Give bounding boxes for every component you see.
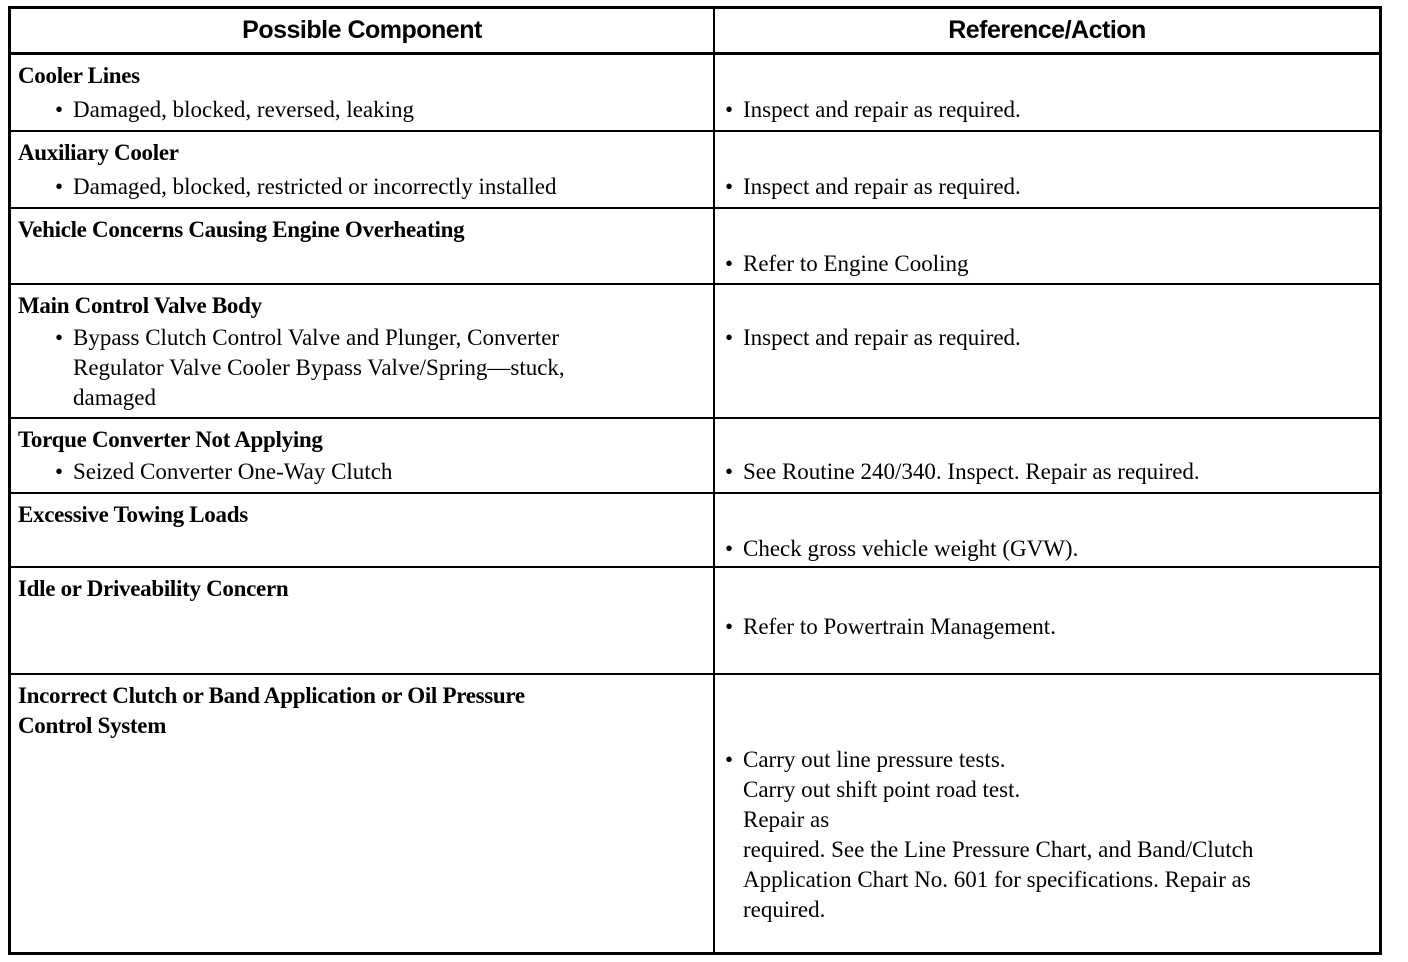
component-title: Auxiliary Cooler <box>18 140 179 165</box>
table-row <box>11 132 1379 209</box>
action-text: • See Routine 240/340. Inspect. Repair as required. <box>725 457 1200 487</box>
bullet-icon: • <box>55 174 64 199</box>
table-row <box>11 55 1379 132</box>
component-detail: • Seized Converter One-Way Clutch <box>55 457 392 487</box>
component-title: Cooler Lines <box>18 63 140 88</box>
component-detail: • Bypass Clutch Control Valve and Plunger, Converter Regulator Valve Cooler Bypass Valve/Spring—stuck, damaged <box>55 325 565 410</box>
component-title: Excessive Towing Loads <box>18 502 248 527</box>
component-detail: • Damaged, blocked, restricted or incorrectly installed <box>55 172 556 202</box>
header-reference-action: Reference/Action <box>948 16 1146 44</box>
table-row <box>11 285 1379 419</box>
header-possible-component: Possible Component <box>11 9 715 52</box>
bullet-icon: • <box>725 174 734 199</box>
action-text: • Inspect and repair as required. <box>725 172 1021 202</box>
action-text: • Inspect and repair as required. <box>725 95 1021 125</box>
action-text: • Check gross vehicle weight (GVW). <box>725 534 1078 564</box>
bullet-icon: • <box>55 97 64 122</box>
table-header <box>11 9 1379 55</box>
component-title: Torque Converter Not Applying <box>18 427 323 452</box>
table-row <box>11 494 1379 568</box>
bullet-icon: • <box>725 536 734 561</box>
table-row <box>11 419 1379 494</box>
diagnosis-table <box>8 6 1382 955</box>
bullet-icon: • <box>725 459 734 484</box>
action-text: • Refer to Powertrain Management. <box>725 612 1056 642</box>
bullet-icon: • <box>725 97 734 122</box>
bullet-icon: • <box>725 251 734 276</box>
table-row <box>11 568 1379 675</box>
component-title: Idle or Driveability Concern <box>18 576 289 601</box>
bullet-icon: • <box>725 747 734 772</box>
table-row <box>11 209 1379 285</box>
component-title: Incorrect Clutch or Band Application or Oil Pressure Control System <box>18 683 525 738</box>
bullet-icon: • <box>725 614 734 639</box>
component-title: Vehicle Concerns Causing Engine Overheating <box>18 217 465 242</box>
component-detail: • Damaged, blocked, reversed, leaking <box>55 95 414 125</box>
component-title: Main Control Valve Body <box>18 293 262 318</box>
bullet-icon: • <box>55 459 64 484</box>
action-text: • Inspect and repair as required. <box>725 323 1021 353</box>
bullet-icon: • <box>55 325 64 350</box>
action-text: • Refer to Engine Cooling <box>725 249 969 279</box>
table-row <box>11 675 1379 952</box>
bullet-icon: • <box>725 325 734 350</box>
action-text: • Carry out line pressure tests. Carry out shift point road test. Repair as required. See the Line Pressure Chart, and Band/Clutch Application Chart No. 601 for specifications. Repair as required. <box>725 747 1254 922</box>
